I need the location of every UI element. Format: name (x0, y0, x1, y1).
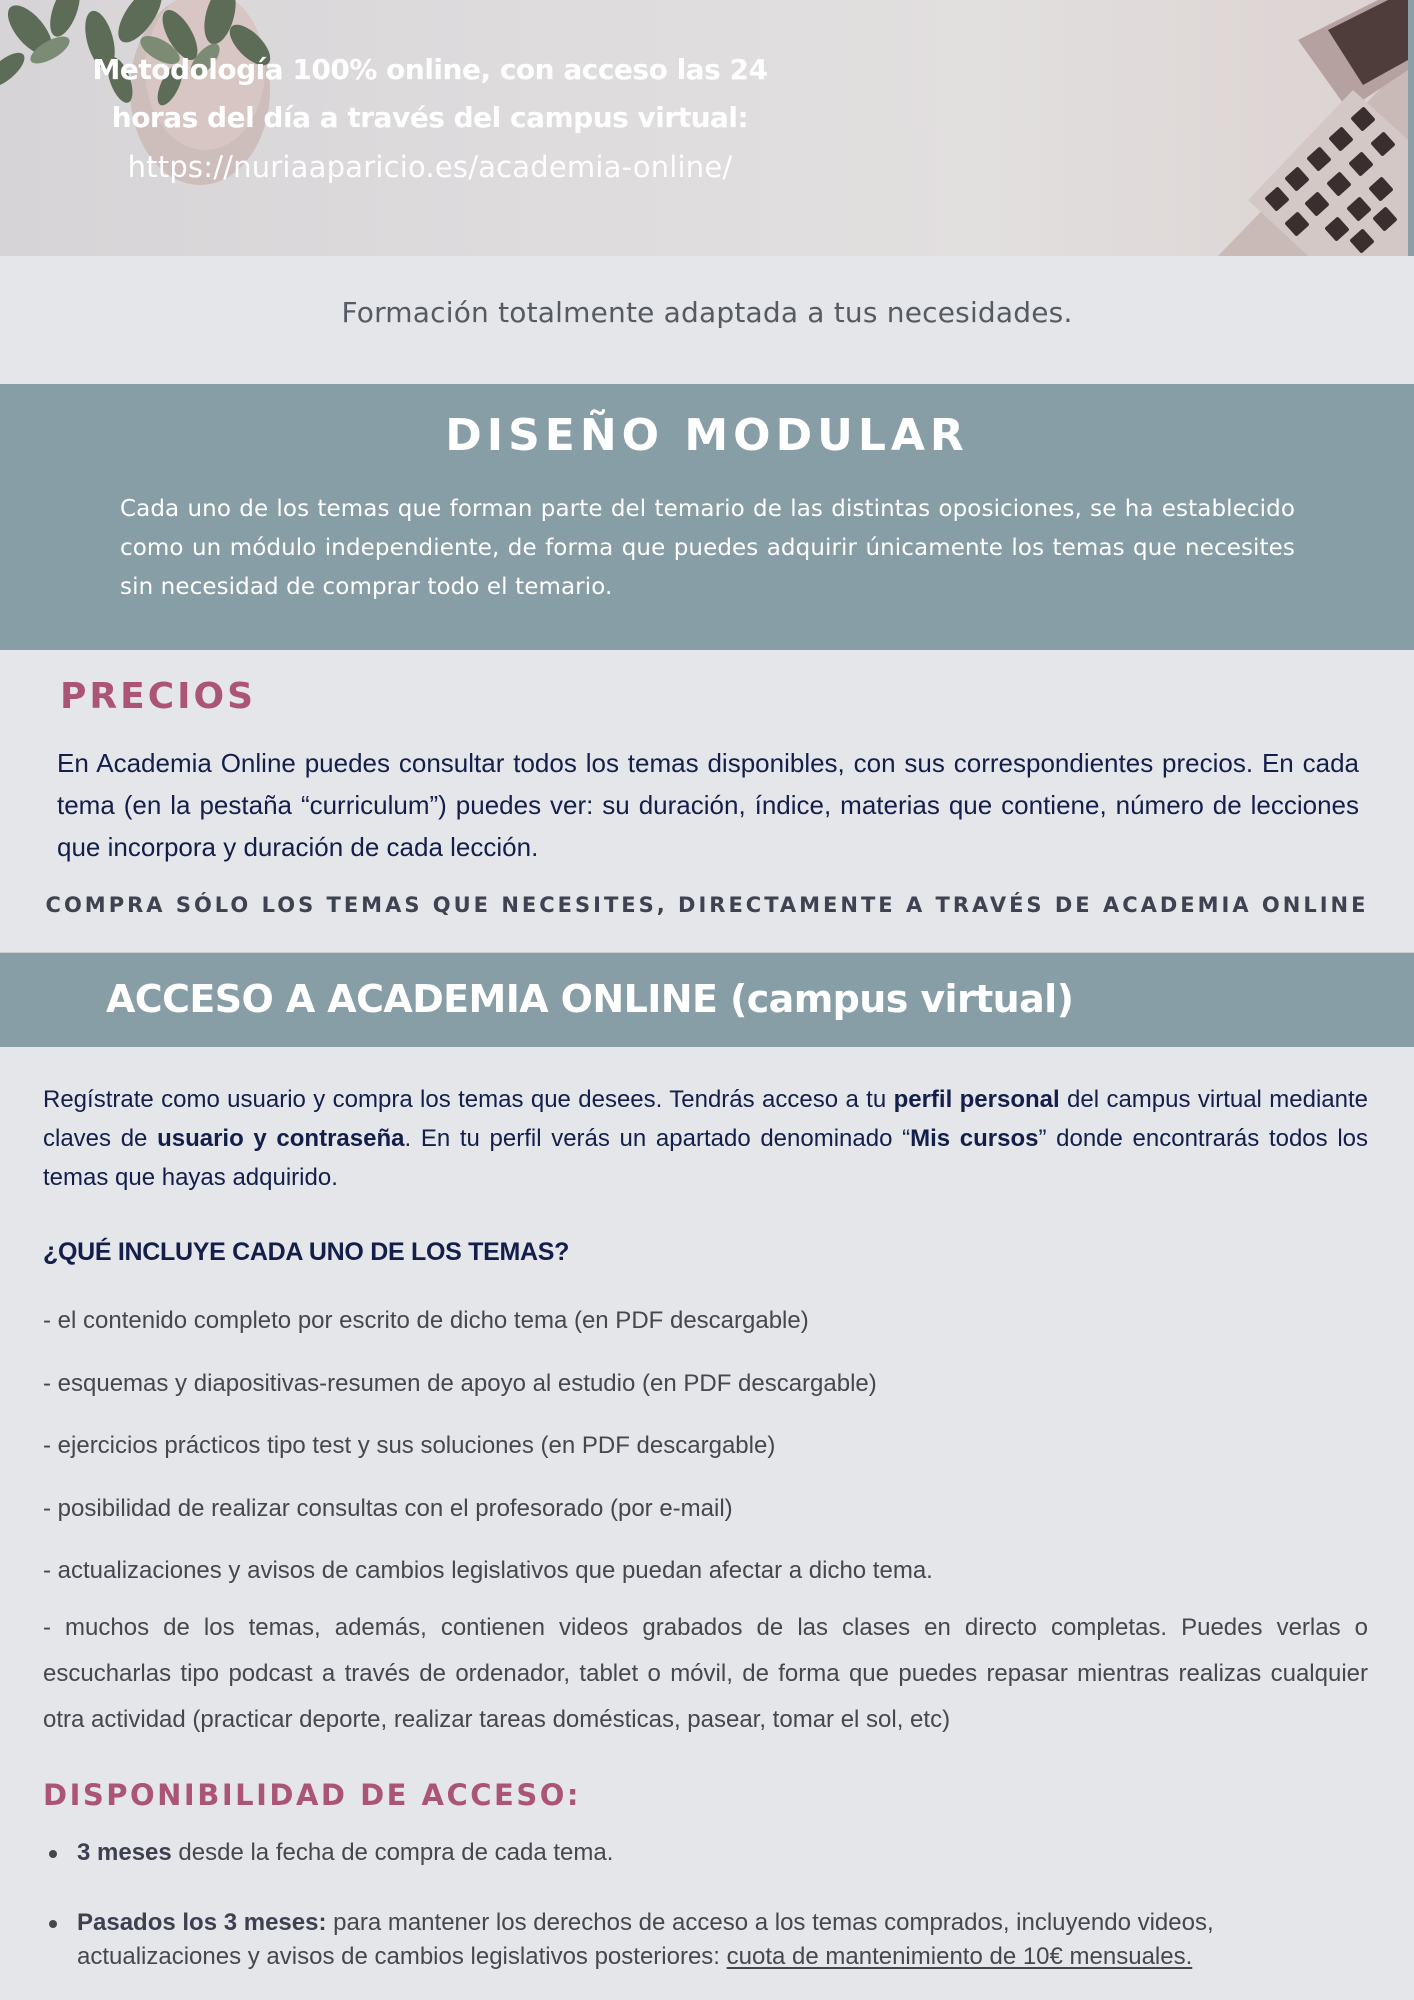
includes-item: - el contenido completo por escrito de dicho tema (en PDF descargable) (43, 1307, 809, 1334)
access-body-text: ” donde encontrarás todos los temas que hayas adquirido. (43, 1125, 1369, 1191)
availability-list (43, 1836, 1373, 1974)
access-body-text: del campus virtual mediante claves de (43, 1086, 1369, 1152)
modular-design-title: DISEÑO MODULAR (445, 410, 969, 461)
access-title-main: ACCESO A ACADEMIA ONLINE (106, 977, 718, 1021)
access-body (43, 1080, 1368, 1197)
modular-design-body: Cada uno de los temas que forman parte del temario de las distintas oposiciones, se ha establecido como un módulo independiente, de forma que puedes adquirir únicamente los temas que necesites sin necesidad de comprar todo el temario. (120, 496, 1295, 600)
right-edge-strip (1408, 0, 1414, 256)
access-body-bold-profile: perfil personal (893, 1086, 1060, 1113)
hero-text (70, 46, 790, 192)
availability-item-bold: 3 meses (77, 1839, 172, 1866)
access-body-bold-my-courses: Mis cursos (910, 1125, 1039, 1152)
hero-banner (0, 0, 1414, 256)
includes-item: - esquemas y diapositivas-resumen de apoyo al estudio (en PDF descargable) (43, 1370, 877, 1397)
availability-item (43, 1906, 1373, 1974)
laptop-photo-decoration (1178, 0, 1408, 256)
access-title-paren: (campus virtual) (729, 977, 1074, 1021)
includes-item: - muchos de los temas, además, contienen videos grabados de las clases en directo completas. Puedes verlas o escucharlas tipo podcast a través de ordenador, tablet o móvil, de forma que puedes repasar mientras realizas cualquier otra actividad (practicar deporte, realizar tareas domésticas, pasear, tomar el sol, etc) (43, 1614, 1368, 1733)
availability-item-text: desde la fecha de compra de cada tema. (171, 1839, 614, 1866)
availability-title: DISPONIBILIDAD DE ACCESO: (43, 1778, 581, 1812)
includes-item: - actualizaciones y avisos de cambios legislativos que puedan afectar a dicho tema. (43, 1557, 933, 1584)
buy-callout: COMPRA SÓLO LOS TEMAS QUE NECESITES, DIRECTAMENTE A TRAVÉS DE ACADEMIA ONLINE (45, 893, 1369, 917)
includes-item: - posibilidad de realizar consultas con el profesorado (por e-mail) (43, 1495, 733, 1522)
prices-body: En Academia Online puedes consultar todos los temas disponibles, con sus correspondientes precios. En cada tema (en la pestaña “curriculum”) puedes ver: su duración, índice, materias que contiene, número de lecciones que incorpora y duración de cada lección. (57, 748, 1359, 862)
modular-design-section (0, 384, 1414, 650)
maintenance-fee-text: cuota de mantenimiento de 10€ mensuales. (726, 1943, 1193, 1970)
tagline: Formación totalmente adaptada a tus necesidades. (341, 296, 1073, 329)
campus-url-link[interactable]: https://nuriaaparicio.es/academia-online/ (127, 150, 733, 184)
availability-item-bold: Pasados los 3 meses: (77, 1909, 327, 1936)
hero-headline-line2: horas del día a través del campus virtual: (111, 101, 749, 134)
access-body-text: . En tu perfil verás un apartado denominado “ (404, 1125, 911, 1152)
availability-item (43, 1836, 1373, 1870)
hero-headline-line1: Metodología 100% online, con acceso las 24 (92, 53, 768, 86)
includes-title: ¿QUÉ INCLUYE CADA UNO DE LOS TEMAS? (43, 1238, 570, 1266)
access-body-text: Regístrate como usuario y compra los temas que desees. Tendrás acceso a tu (43, 1086, 894, 1113)
access-title (106, 977, 1073, 1021)
access-section-header (0, 952, 1414, 1047)
includes-item: - ejercicios prácticos tipo test y sus soluciones (en PDF descargable) (43, 1432, 776, 1459)
prices-title: PRECIOS (60, 676, 257, 717)
availability-item-text: para mantener los derechos de acceso a los temas comprados, incluyendo videos, actualizaciones y avisos de cambios legislativos posteriores: (77, 1909, 1214, 1970)
bullet-icon (49, 1850, 57, 1858)
access-body-bold-credentials: usuario y contraseña (157, 1125, 405, 1152)
bullet-icon (49, 1920, 57, 1928)
